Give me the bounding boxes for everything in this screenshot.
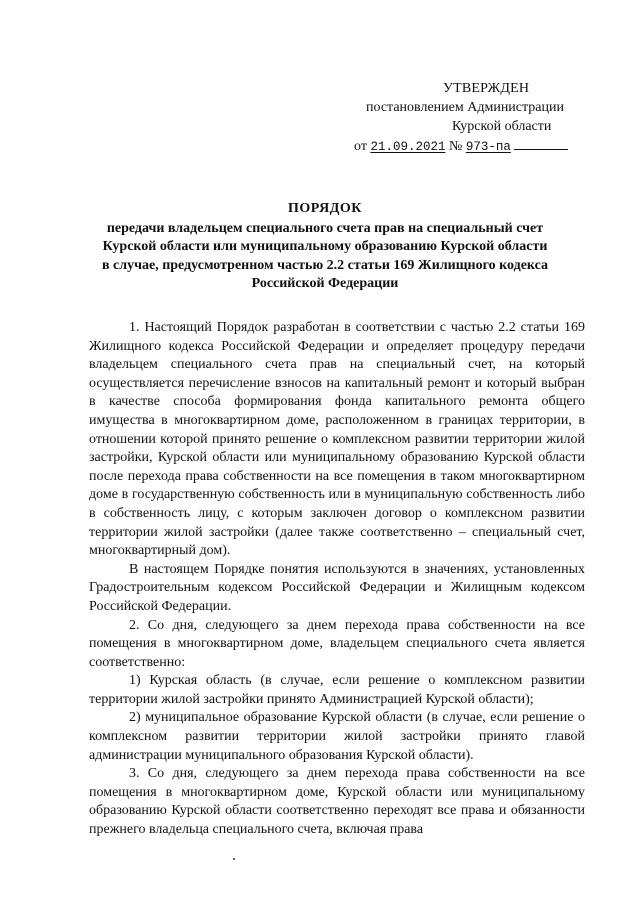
number-underline xyxy=(514,137,568,150)
paragraph: 1) Курская область (в случае, если решение о комплексном развитии территории жилой застройки принято Администрацией Курской области); xyxy=(89,673,585,707)
paragraph: 3. Со дня, следующего за днем перехода права собственности на все помещения в многоквартирном доме, Курской области или муниципальному образованию Курской области соответственно переходят все права и обязанности прежнего владельца специального счета, включая права xyxy=(89,766,585,838)
document-title xyxy=(80,200,570,294)
document-body xyxy=(89,319,585,840)
date-prefix: от xyxy=(354,139,367,154)
approval-line-region: Курской области xyxy=(452,119,552,134)
paragraph: 1. Настоящий Порядок разработан в соответствии с частью 2.2 статьи 169 Жилищного кодекса Российской Федерации и определяет процедуру передачи владельцем специального счета прав на специальный счет, на который осуществляется перечисление взносов на капитальный ремонт и который выбран в качестве способа формирования фонда капитального ремонта общего имущества в многоквартирном доме, расположенном в границах территории, в отношении которой принято решение о комплексном развитии территории жилой застройки, Курской области или муниципальному образованию Курской области после перехода права собственности на все помещения в таком многоквартирном доме в государственную собственность или в муниципальную собственность либо в собственность лицу, с которым заключен договор о комплексном развитии территории жилой застройки (далее также соответственно – специальный счет, многоквартирный дом). xyxy=(89,320,585,559)
paragraph: 2) муниципальное образование Курской области (в случае, если решение о комплексном развитии территории жилой застройки принято главой администрации муниципального образования Курской области). xyxy=(89,710,585,763)
approval-number: 973-па xyxy=(465,140,511,154)
scan-speck xyxy=(233,858,235,860)
paragraph: 2. Со дня, следующего за днем перехода права собственности на все помещения в многоквартирном доме, владельцем специального счета является соответственно: xyxy=(89,617,585,670)
number-prefix: № xyxy=(448,139,463,154)
title-line: Российской Федерации xyxy=(251,276,399,291)
title-line: передачи владельцем специального счета прав на специальный счет xyxy=(106,220,544,236)
approval-line-resolution: постановлением Администрации xyxy=(366,100,564,115)
approval-date: 21.09.2021 xyxy=(370,140,446,154)
approval-heading: УТВЕРЖДЕН xyxy=(443,81,530,96)
title-main: ПОРЯДОК xyxy=(288,201,362,216)
approval-block xyxy=(340,79,600,157)
paragraph: В настоящем Порядке понятия используются в значениях, установленных Градостроительным кодексом Российской Федерации и Жилищным кодексом Российской Федерации. xyxy=(89,561,585,614)
title-line: Курской области или муниципальному образованию Курской области xyxy=(102,239,548,254)
approval-date-line xyxy=(340,137,600,157)
title-line: в случае, предусмотренном частью 2.2 статьи 169 Жилищного кодекса xyxy=(101,257,549,273)
